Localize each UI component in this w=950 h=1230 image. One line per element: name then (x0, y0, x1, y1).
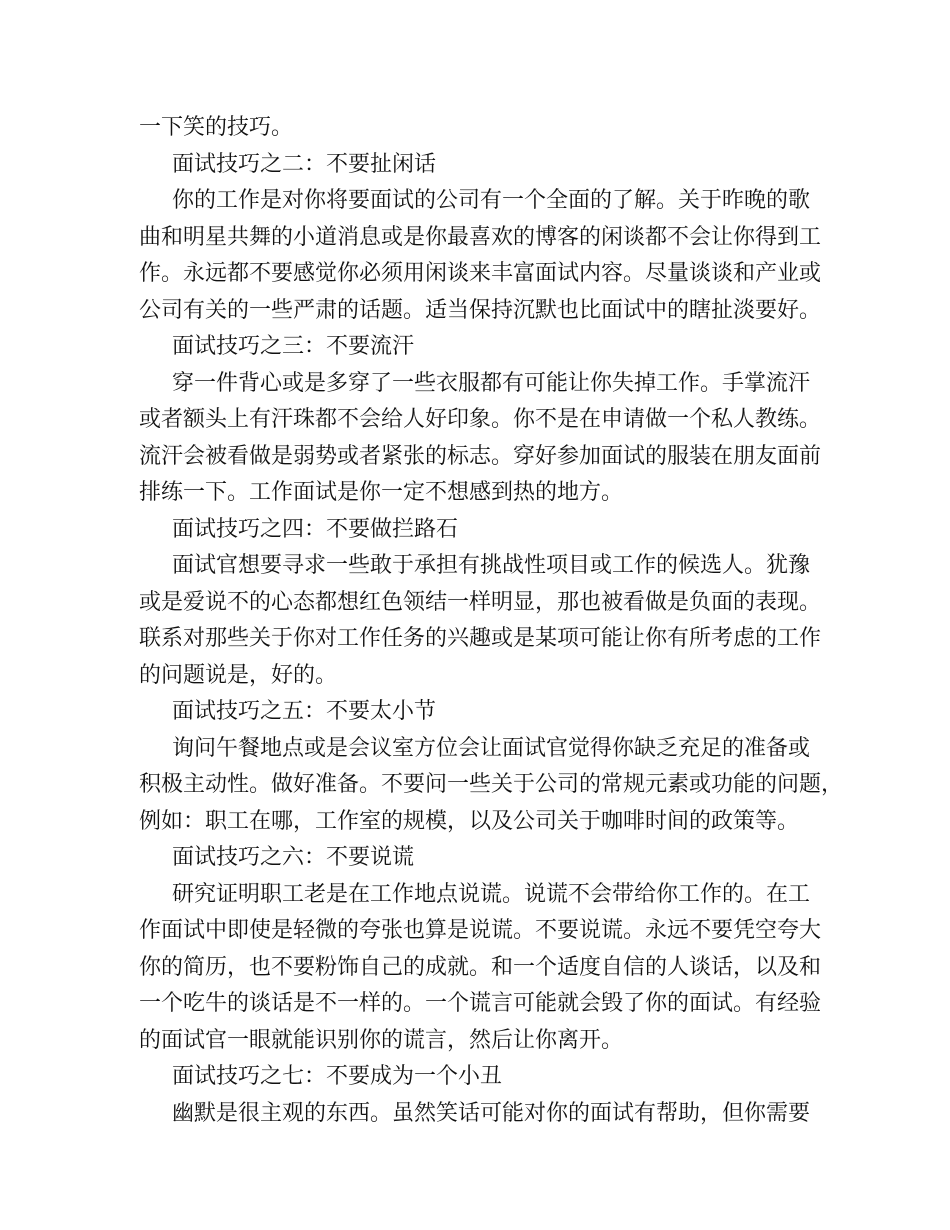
text-line: 公司有关的一些严肃的话题。适当保持沉默也比面试中的瞎扯淡要好。 (139, 297, 822, 323)
text-line: 曲和明星共舞的小道消息或是你最喜欢的博客的闲谈都不会让你得到工 (139, 224, 822, 250)
text-line: 面试技巧之四：不要做拦路石 (172, 516, 459, 542)
text-line: 面试技巧之六：不要说谎 (172, 845, 415, 870)
text-line: 作面试中即使是轻微的夸张也算是说谎。不要说谎。永远不要凭空夸大 (139, 918, 822, 943)
text-line: 面试技巧之七：不要成为一个小丑 (172, 1064, 503, 1089)
text-line: 穿一件背心或是多穿了一些衣服都有可能让你失掉工作。手掌流汗 (172, 370, 811, 396)
text-line: 或者额头上有汗珠都不会给人好印象。你不是在申请做一个私人教练。 (139, 407, 822, 432)
text-line: 你的简历，也不要粉饰自己的成就。和一个适度自信的人谈话，以及和 (139, 954, 822, 980)
text-line: 排练一下。工作面试是你一定不想感到热的地方。 (139, 480, 624, 505)
text-line: 的问题说是，好的。 (139, 662, 338, 688)
text-line: 幽默是很主观的东西。虽然笑话可能对你的面试有帮助，但你需要 (172, 1100, 811, 1126)
text-line: 或是爱说不的心态都想红色领结一样明显，那也被看做是负面的表现。 (139, 589, 822, 615)
text-line: 积极主动性。做好准备。不要问一些关于公司的常规元素或功能的问题， (139, 772, 844, 797)
text-line: 你的工作是对你将要面试的公司有一个全面的了解。关于昨晚的歌 (172, 188, 811, 213)
text-line: 一个吃牛的谈话是不一样的。一个谎言可能就会毁了你的面试。有经验 (139, 991, 822, 1016)
text-line: 例如：职工在哪，工作室的规模，以及公司关于咖啡时间的政策等。 (139, 808, 800, 834)
text-line: 面试技巧之五：不要太小节 (172, 699, 437, 724)
text-line: 研究证明职工老是在工作地点说谎。说谎不会带给你工作的。在工 (172, 881, 811, 907)
text-line: 面试官想要寻求一些敢于承担有挑战性项目或工作的候选人。犹豫 (172, 553, 811, 578)
document-body (139, 110, 844, 1132)
text-line: 面试技巧之二：不要扯闲话 (172, 151, 437, 177)
text-line: 作。永远都不要感觉你必须用闲谈来丰富面试内容。尽量谈谈和产业或 (139, 261, 822, 286)
text-line: 联系对那些关于你对工作任务的兴趣或是某项可能让你有所考虑的工作 (139, 626, 822, 651)
text-line: 流汗会被看做是弱势或者紧张的标志。穿好参加面试的服装在朋友面前 (139, 443, 822, 469)
text-line: 询问午餐地点或是会议室方位会让面试官觉得你缺乏充足的准备或 (172, 735, 811, 761)
text-line: 面试技巧之三：不要流汗 (172, 334, 415, 359)
text-line: 一下笑的技巧。 (139, 115, 294, 140)
text-line: 的面试官一眼就能识别你的谎言，然后让你离开。 (139, 1027, 624, 1053)
